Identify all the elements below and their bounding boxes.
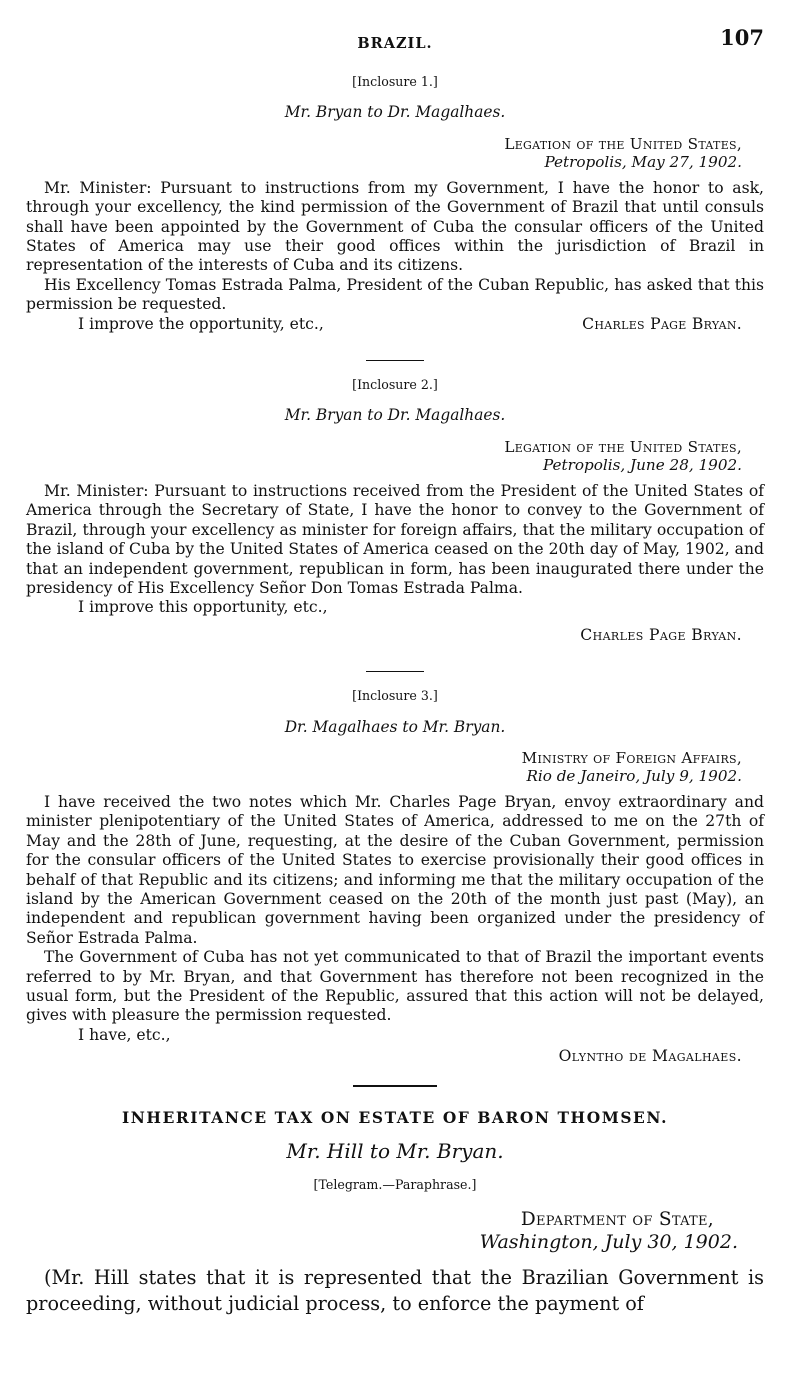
letter-dateline: Petropolis, June 28, 1902. — [543, 455, 742, 474]
telegram-label: [Telegram.—Paraphrase.] — [313, 1177, 477, 1193]
inheritance-tax-section — [26, 1109, 764, 1317]
letter-heading: Mr. Hill to Mr. Bryan. — [286, 1139, 504, 1164]
inclosure-label: [Inclosure 2.] — [352, 377, 438, 393]
section-title: INHERITANCE TAX ON ESTATE OF BARON THOMSEN. — [121, 1108, 669, 1127]
letter-signature: Olyntho de Magalhaes. — [558, 1047, 742, 1066]
letter-paragraph: I have received the two notes which Mr. Charles Page Bryan, envoy extraordinary and minister plenipotentiary of the United States of America, addressed to me on the 27th of May and the 28th of June, requesting, at the desire of the Cuban Government, permission for the consular officers of the United States to exercise provisionally their good offices in behalf of that Republic and its citizens; and informing me that the military occupation of the island by the American Government ceased on the 20th of the month just past (May), an independent and republican government having been organized under the presidency of Señor Estrada Palma. — [26, 792, 764, 947]
letter-sender: Department of State, — [520, 1208, 714, 1230]
letter-sender: Ministry of Foreign Affairs, — [521, 748, 742, 767]
running-head-title: BRAZIL. — [357, 35, 433, 52]
letter-heading: Dr. Magalhaes to Mr. Bryan. — [284, 717, 506, 736]
letter-heading: Mr. Bryan to Dr. Magalhaes. — [284, 406, 506, 425]
letter-dateline: Washington, July 30, 1902. — [479, 1230, 738, 1253]
letter-closing-row — [26, 315, 764, 334]
letter-signature: Charles Page Bryan. — [580, 625, 742, 644]
inclosure-3 — [26, 686, 764, 1067]
letter-closing: I have, etc., — [78, 1025, 171, 1044]
letter-paragraph: Mr. Minister: Pursuant to instructions from my Government, I have the honor to ask, through your excellency, the kind permission of the Government of Brazil that until consuls shall have been appointed by the Government of Cuba the consular officers of the United States of America may use their good offices within the jurisdiction of Brazil in representation of the interests of Cuba and its citizens. — [26, 178, 764, 275]
section-divider — [366, 671, 424, 672]
letter-dateline: Petropolis, May 27, 1902. — [544, 152, 742, 171]
letter-closing: I improve this opportunity, etc., — [78, 598, 328, 617]
inclosure-label: [Inclosure 3.] — [352, 688, 438, 704]
inclosure-2 — [26, 375, 764, 645]
letter-closing: I improve the opportunity, etc., — [78, 314, 324, 333]
running-head — [26, 25, 764, 58]
letter-sender: Legation of the United States, — [504, 437, 742, 456]
letter-sender: Legation of the United States, — [504, 134, 742, 153]
inclosure-label: [Inclosure 1.] — [352, 74, 438, 89]
letter-heading: Mr. Bryan to Dr. Magalhaes. — [284, 103, 506, 122]
letter-paragraph: The Government of Cuba has not yet communicated to that of Brazil the important events referred to by Mr. Bryan, and that Government has therefore not been recognized in the usual form, but the President of the Republic, assured that this action will not be delayed, gives with pleasure the permission requested. — [26, 948, 764, 1025]
page-number: 107 — [720, 25, 764, 50]
letter-paragraph: His Excellency Tomas Estrada Palma, President of the Cuban Republic, has asked that this permission be requested. — [26, 275, 764, 314]
section-divider-thick — [353, 1085, 437, 1087]
letter-dateline: Rio de Janeiro, July 9, 1902. — [526, 766, 742, 785]
letter-paragraph: Mr. Minister: Pursuant to instructions received from the President of the United States of America through the Secretary of State, I have the honor to convey to the Government of Brazil, through your excellency as minister for foreign affairs, that the military occupation of the island of Cuba by the United States of America ceased on the 20th day of May, 1902, and that an independent government, republican in form, has been inaugurated there under the presidency of His Excellency Señor Don Tomas Estrada Palma. — [26, 481, 764, 597]
inclosure-1 — [26, 72, 764, 334]
section-divider — [366, 360, 424, 361]
letter-paragraph: (Mr. Hill states that it is represented that the Brazilian Government is proceeding, without judicial process, to enforce the payment of — [26, 1265, 764, 1315]
letter-signature: Charles Page Bryan. — [582, 314, 742, 333]
